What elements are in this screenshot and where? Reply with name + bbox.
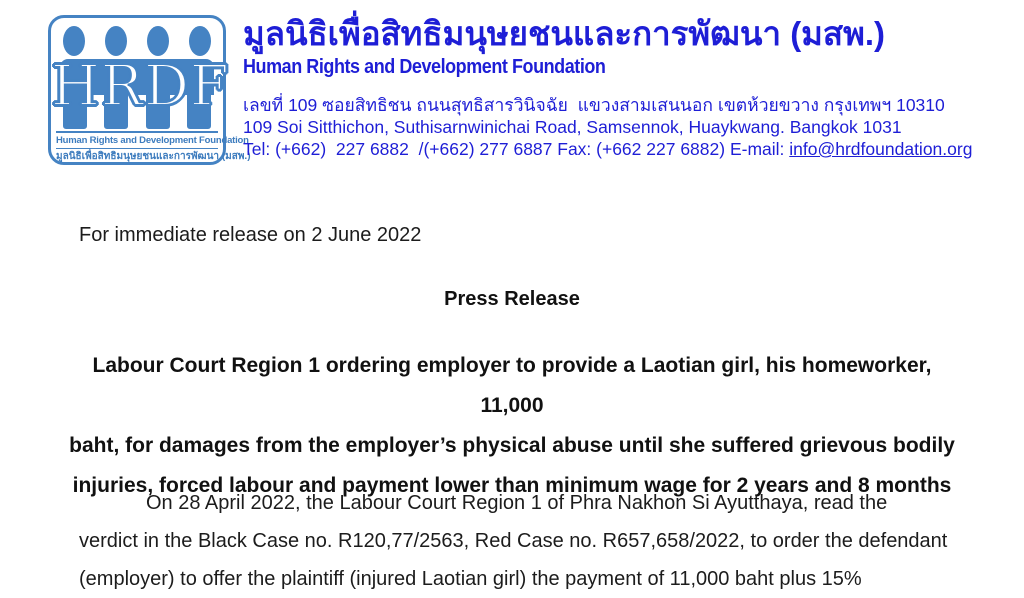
paragraph-line: On 28 April 2022, the Labour Court Region 1 of Phra Nakhon Si Ayutthaya, read the <box>146 492 888 514</box>
press-release-heading: Press Release <box>444 288 580 310</box>
address-line-english: 109 Soi Sitthichon, Suthisarnwinichai Road, Samsennok, Huaykwang. Bangkok 1031 <box>243 117 902 137</box>
headline-line: injuries, forced labour and payment lower than minimum wage for 2 years and 8 months <box>72 474 952 497</box>
headline-line: Labour Court Region 1 ordering employer to provide a Laotian girl, his homeworker, 11,000 <box>92 354 932 417</box>
org-title-thai: มูลนิธิเพื่อสิทธิมนุษยชนและการพัฒนา (มสพ.) <box>243 15 885 52</box>
logo-acronym-text: HRDF <box>51 54 230 119</box>
headline <box>60 346 964 506</box>
contact-line <box>243 138 1003 160</box>
body-paragraph <box>79 484 948 598</box>
letterhead-text <box>243 12 1003 160</box>
address-line-thai: เลขที่ 109 ซอยสิทธิชน ถนนสุทธิสารวินิจฉัย แขวงสามเสนนอก เขตห้วยขวาง กรุงเทพฯ 10310 <box>243 95 945 115</box>
email-link[interactable]: info@hrdfoundation.org <box>789 139 973 159</box>
release-date-line: For immediate release on 2 June 2022 <box>79 224 422 246</box>
headline-line: baht, for damages from the employer’s physical abuse until she suffered grievous bodily <box>69 434 955 457</box>
logo-thai-name: มูลนิธิเพื่อสิทธิมนุษยชนและการพัฒนา (มสพ.) <box>56 151 251 162</box>
paragraph-line: verdict in the Black Case no. R120,77/2563, Red Case no. R657,658/2022, to order the defendant <box>79 530 948 552</box>
paragraph-line: (employer) to offer the plaintiff (injured Laotian girl) the payment of 11,000 baht plus 15% <box>79 568 862 590</box>
logo-english-name: Human Rights and Development Foundation <box>56 131 218 149</box>
org-title-english: Human Rights and Development Foundation <box>243 56 606 78</box>
hrdf-logo <box>48 15 251 165</box>
contact-numbers: Tel: (+662) 227 6882 /(+662) 277 6887 Fax: (+662 227 6882) E-mail: <box>243 139 790 159</box>
